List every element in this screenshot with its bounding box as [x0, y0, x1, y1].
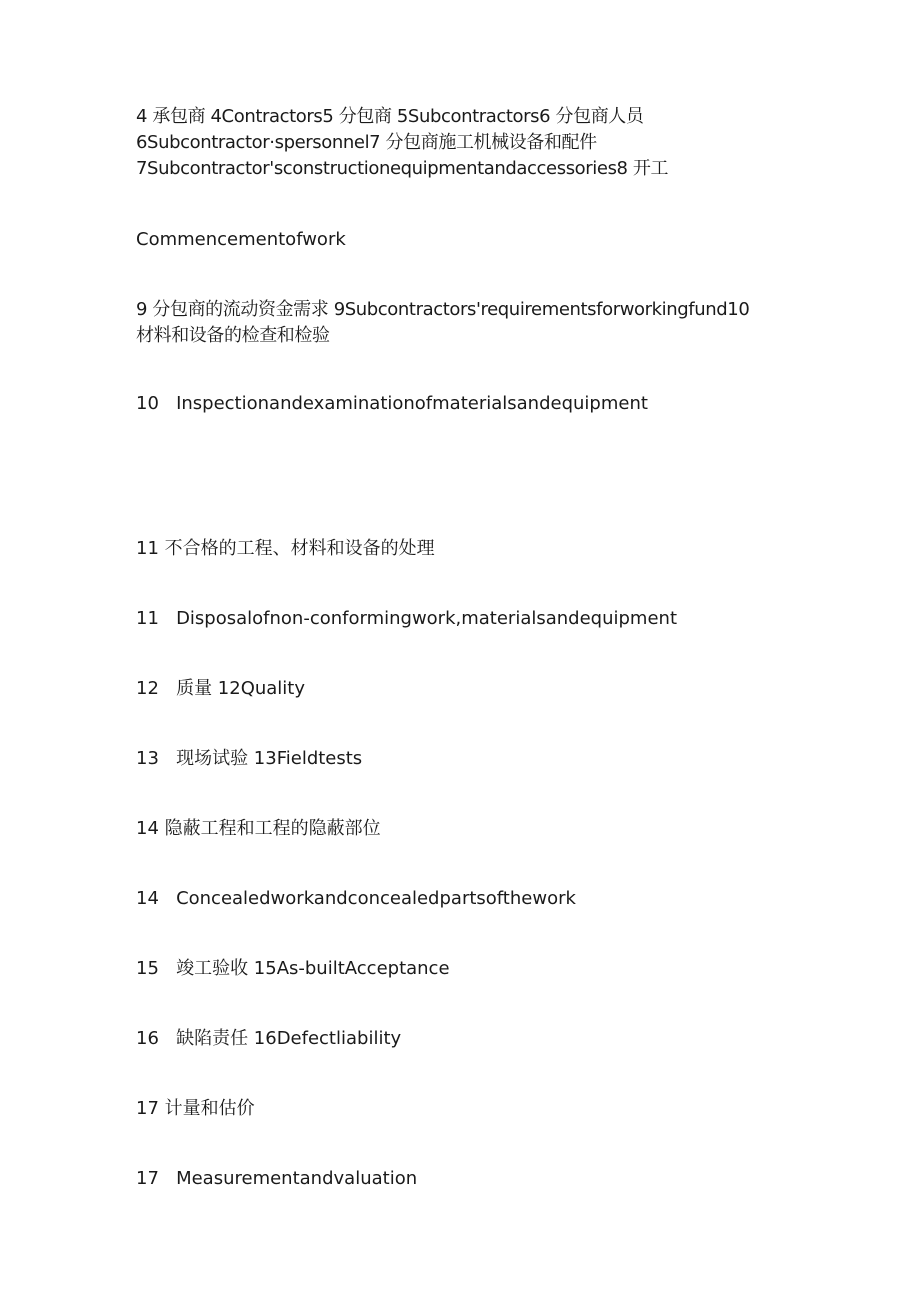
paragraph-acceptance: 15 竣工验收 15As-builtAcceptance [136, 958, 450, 979]
paragraph-defect-liability: 16 缺陷责任 16Defectliability [136, 1028, 402, 1049]
text-line: 材料和设备的检查和检验 [136, 325, 330, 346]
paragraph-nonconforming-cn: 11 不合格的工程、材料和设备的处理 [136, 538, 435, 559]
paragraph-concealed-en: 14 Concealedworkandconcealedpartsofthework [136, 888, 576, 909]
text-line: 4 承包商 4Contractors5 分包商 5Subcontractors6 分包商人员 [136, 106, 644, 127]
paragraph-field-tests: 13 现场试验 13Fieldtests [136, 748, 363, 769]
paragraph-inspection: 10 Inspectionandexaminationofmaterialsandequipment [136, 393, 648, 414]
text-line: 7Subcontractor'sconstructionequipmentandaccessories8 开工 [136, 158, 669, 179]
paragraph-concealed-cn: 14 隐蔽工程和工程的隐蔽部位 [136, 818, 381, 839]
paragraph-nonconforming-en: 11 Disposalofnon-conformingwork,materialsandequipment [136, 608, 678, 629]
paragraph-quality: 12 质量 12Quality [136, 678, 306, 699]
paragraph-measurement-en: 17 Measurementandvaluation [136, 1168, 418, 1189]
text-line: 6Subcontractor·spersonnel7 分包商施工机械设备和配件 [136, 132, 597, 153]
paragraph-contractors [136, 104, 796, 182]
text-line: 9 分包商的流动资金需求 9Subcontractors'requirementsforworkingfund10 [136, 299, 750, 320]
paragraph-working-fund [136, 297, 796, 349]
paragraph-commencement: Commencementofwork [136, 229, 346, 250]
paragraph-measurement-cn: 17 计量和估价 [136, 1098, 255, 1119]
